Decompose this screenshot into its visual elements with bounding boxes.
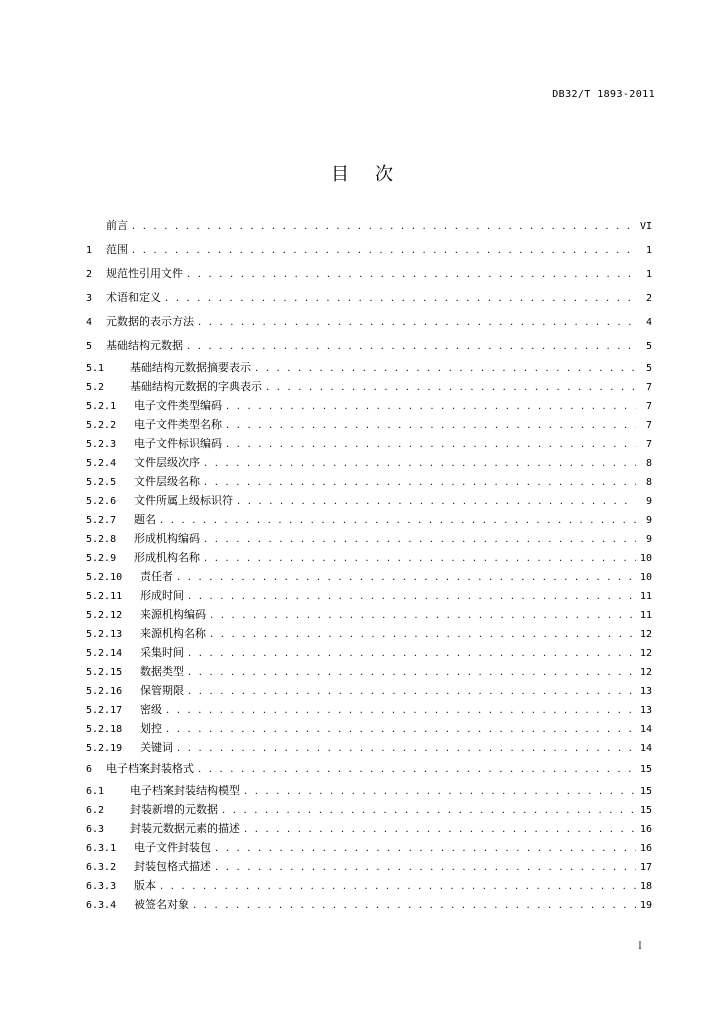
toc-entry[interactable] <box>86 857 652 876</box>
toc-entry[interactable] <box>86 567 652 586</box>
toc-entry-title: 电子档案封装格式 <box>106 762 194 775</box>
toc-entry-page: 13 <box>639 686 652 697</box>
toc-entry-title: 基础结构元数据 <box>106 339 183 352</box>
toc-leader-dots <box>198 311 636 334</box>
toc-entry-page: 5 <box>645 363 652 374</box>
toc-leader-dots <box>160 877 636 895</box>
toc-entry-page: 4 <box>645 317 652 328</box>
toc-entry[interactable] <box>86 510 652 529</box>
toc-entry-number: 3 <box>86 293 93 304</box>
toc-entry-page: 1 <box>645 245 652 256</box>
toc-entry-title: 采集时间 <box>140 646 184 659</box>
toc-entry-title: 责任者 <box>140 570 173 583</box>
toc-leader-dots <box>165 287 636 310</box>
toc-leader-dots <box>177 568 636 586</box>
page-number: I <box>638 941 642 952</box>
toc-entry[interactable] <box>86 286 652 310</box>
toc-entry-number: 5.2.13 <box>86 629 123 640</box>
toc-entry[interactable] <box>86 586 652 605</box>
toc-entry-page: 12 <box>639 648 652 659</box>
toc-entry-title: 封装包格式描述 <box>134 860 211 873</box>
toc-entry[interactable] <box>86 819 652 838</box>
toc-entry-page: VI <box>639 221 652 232</box>
toc-entry-page: 11 <box>639 591 652 602</box>
toc-entry-page: 1 <box>645 269 652 280</box>
toc-leader-dots <box>188 682 636 700</box>
toc-entry-number: 5.2.3 <box>86 439 117 450</box>
toc-leader-dots <box>204 454 636 472</box>
toc-leader-dots <box>188 587 636 605</box>
toc-entry-title: 封装元数据元素的描述 <box>130 822 240 835</box>
toc-leader-dots <box>226 397 636 415</box>
toc-entry-page: 7 <box>645 401 652 412</box>
toc-entry-number: 1 <box>86 245 93 256</box>
toc-leader-dots <box>226 435 636 453</box>
toc-entry[interactable] <box>86 738 652 757</box>
document-code: DB32/T 1893-2011 <box>552 89 655 100</box>
toc-entry-title: 文件所属上级标识符 <box>134 494 233 507</box>
toc-entry-page: 13 <box>639 705 652 716</box>
toc-leader-dots <box>244 782 636 800</box>
toc-entry-title: 保管期限 <box>140 684 184 697</box>
toc-entry-number: 6.3 <box>86 824 105 835</box>
toc-entry-number: 5.2.14 <box>86 648 123 659</box>
toc-leader-dots <box>187 263 636 286</box>
toc-entry-number: 5.2.12 <box>86 610 123 621</box>
toc-entry-page: 8 <box>645 477 652 488</box>
toc-entry[interactable] <box>86 529 652 548</box>
toc-entry-title: 文件层级名称 <box>134 475 200 488</box>
toc-entry[interactable] <box>86 781 652 800</box>
toc-leader-dots <box>187 335 636 358</box>
toc-entry-number: 5 <box>86 341 93 352</box>
toc-entry-number: 2 <box>86 269 93 280</box>
toc-entry-title: 电子文件标识编码 <box>134 437 222 450</box>
toc-entry-number: 6.3.4 <box>86 900 117 911</box>
toc-leader-dots <box>204 473 636 491</box>
toc-entry-title: 来源机构名称 <box>140 627 206 640</box>
table-of-contents <box>86 214 652 914</box>
toc-entry-title: 前言 <box>106 219 128 232</box>
toc-entry[interactable] <box>86 491 652 510</box>
toc-entry-title: 被签名对象 <box>134 898 189 911</box>
toc-entry[interactable] <box>86 700 652 719</box>
toc-entry-title: 术语和定义 <box>106 291 161 304</box>
toc-entry-page: 15 <box>639 764 652 775</box>
toc-leader-dots <box>160 511 636 529</box>
toc-leader-dots <box>188 663 636 681</box>
toc-leader-dots <box>210 625 636 643</box>
toc-entry[interactable] <box>86 334 652 358</box>
toc-entry-page: 19 <box>639 900 652 911</box>
toc-entry-title: 数据类型 <box>140 665 184 678</box>
toc-entry-page: 18 <box>639 881 652 892</box>
toc-entry-page: 17 <box>639 862 652 873</box>
toc-entry[interactable] <box>86 548 652 567</box>
toc-leader-dots <box>193 896 636 914</box>
toc-entry[interactable] <box>86 876 652 895</box>
toc-entry[interactable] <box>86 643 652 662</box>
toc-entry-page: 2 <box>645 293 652 304</box>
toc-entry[interactable] <box>86 434 652 453</box>
toc-entry-page: 15 <box>639 786 652 797</box>
toc-leader-dots <box>215 858 636 876</box>
toc-entry-title: 范围 <box>106 243 128 256</box>
toc-entry-page: 8 <box>645 458 652 469</box>
toc-entry[interactable] <box>86 895 652 914</box>
toc-entry-page: 15 <box>639 805 652 816</box>
toc-entry-page: 9 <box>645 515 652 526</box>
toc-entry-number: 5.2.2 <box>86 420 117 431</box>
toc-leader-dots <box>266 378 636 396</box>
toc-entry-number: 5.2.5 <box>86 477 117 488</box>
toc-entry-title: 电子文件类型编码 <box>134 399 222 412</box>
toc-entry[interactable] <box>86 415 652 434</box>
toc-entry-number: 5.2 <box>86 382 105 393</box>
toc-leader-dots <box>210 606 636 624</box>
toc-entry-number: 5.2.1 <box>86 401 117 412</box>
toc-entry-number: 5.2.10 <box>86 572 123 583</box>
toc-entry-number: 4 <box>86 317 93 328</box>
toc-entry-number: 5.2.16 <box>86 686 123 697</box>
toc-entry[interactable] <box>86 800 652 819</box>
toc-leader-dots <box>204 530 636 548</box>
toc-entry[interactable] <box>86 472 652 491</box>
toc-entry[interactable] <box>86 214 652 238</box>
toc-leader-dots <box>244 820 636 838</box>
toc-entry-title: 密级 <box>140 703 162 716</box>
toc-leader-dots <box>204 549 636 567</box>
toc-entry[interactable] <box>86 453 652 472</box>
toc-entry[interactable] <box>86 358 652 377</box>
toc-entry[interactable] <box>86 662 652 681</box>
toc-entry-number: 6 <box>86 764 93 775</box>
toc-entry-number: 5.2.4 <box>86 458 117 469</box>
toc-entry[interactable] <box>86 605 652 624</box>
toc-entry-title: 文件层级次序 <box>134 456 200 469</box>
toc-entry-number: 5.2.18 <box>86 724 123 735</box>
toc-leader-dots <box>132 239 636 262</box>
toc-entry-title: 电子文件封装包 <box>134 841 211 854</box>
toc-leader-dots <box>177 739 636 757</box>
toc-leader-dots <box>255 359 636 377</box>
toc-entry-number: 5.2.8 <box>86 534 117 545</box>
toc-leader-dots <box>166 701 636 719</box>
toc-entry-number: 6.3.3 <box>86 881 117 892</box>
toc-entry-page: 7 <box>645 439 652 450</box>
toc-entry-number: 5.2.6 <box>86 496 117 507</box>
toc-entry-title: 形成机构名称 <box>134 551 200 564</box>
toc-entry-number: 5.1 <box>86 363 105 374</box>
toc-entry-number: 5.2.15 <box>86 667 123 678</box>
toc-entry-title: 电子档案封装结构模型 <box>130 784 240 797</box>
toc-leader-dots <box>188 644 636 662</box>
toc-leader-dots <box>215 839 636 857</box>
toc-leader-dots <box>226 416 636 434</box>
toc-entry-number: 5.2.11 <box>86 591 123 602</box>
toc-entry-title: 关键词 <box>140 741 173 754</box>
toc-entry-page: 14 <box>639 724 652 735</box>
toc-entry-page: 7 <box>645 420 652 431</box>
toc-entry[interactable] <box>86 238 652 262</box>
toc-entry-title: 电子文件类型名称 <box>134 418 222 431</box>
toc-entry-title: 划控 <box>140 722 162 735</box>
toc-entry-title: 基础结构元数据的字典表示 <box>130 380 262 393</box>
toc-entry-number: 6.1 <box>86 786 105 797</box>
toc-entry[interactable] <box>86 719 652 738</box>
toc-entry-title: 基础结构元数据摘要表示 <box>130 361 251 374</box>
toc-entry-page: 5 <box>645 341 652 352</box>
toc-entry-page: 14 <box>639 743 652 754</box>
toc-entry-title: 规范性引用文件 <box>106 267 183 280</box>
toc-entry[interactable] <box>86 396 652 415</box>
toc-entry-title: 题名 <box>134 513 156 526</box>
toc-entry-page: 16 <box>639 843 652 854</box>
toc-entry-number: 6.3.2 <box>86 862 117 873</box>
toc-leader-dots <box>222 801 636 819</box>
toc-leader-dots <box>198 758 636 781</box>
toc-entry-page: 12 <box>639 667 652 678</box>
toc-entry-page: 11 <box>639 610 652 621</box>
toc-entry-title: 形成机构编码 <box>134 532 200 545</box>
toc-entry[interactable] <box>86 377 652 396</box>
toc-entry[interactable] <box>86 624 652 643</box>
toc-entry[interactable] <box>86 681 652 700</box>
toc-entry[interactable] <box>86 310 652 334</box>
toc-entry-title: 形成时间 <box>140 589 184 602</box>
toc-entry-page: 10 <box>639 553 652 564</box>
toc-leader-dots <box>166 720 636 738</box>
toc-entry-page: 10 <box>639 572 652 583</box>
toc-leader-dots <box>132 215 636 238</box>
toc-entry-page: 16 <box>639 824 652 835</box>
toc-entry-page: 7 <box>645 382 652 393</box>
toc-entry-title: 来源机构编码 <box>140 608 206 621</box>
page-title: 目次 <box>331 164 419 185</box>
toc-entry[interactable] <box>86 757 652 781</box>
toc-entry-title: 版本 <box>134 879 156 892</box>
toc-entry-number: 5.2.19 <box>86 743 123 754</box>
toc-entry-number: 5.2.7 <box>86 515 117 526</box>
toc-entry-number: 6.3.1 <box>86 843 117 854</box>
toc-entry-page: 9 <box>645 496 652 507</box>
toc-leader-dots <box>237 492 636 510</box>
toc-entry-title: 封装新增的元数据 <box>130 803 218 816</box>
toc-entry-title: 元数据的表示方法 <box>106 315 194 328</box>
toc-entry[interactable] <box>86 262 652 286</box>
toc-entry[interactable] <box>86 838 652 857</box>
toc-entry-page: 9 <box>645 534 652 545</box>
toc-entry-number: 5.2.17 <box>86 705 123 716</box>
toc-entry-number: 6.2 <box>86 805 105 816</box>
toc-entry-number: 5.2.9 <box>86 553 117 564</box>
toc-entry-page: 12 <box>639 629 652 640</box>
